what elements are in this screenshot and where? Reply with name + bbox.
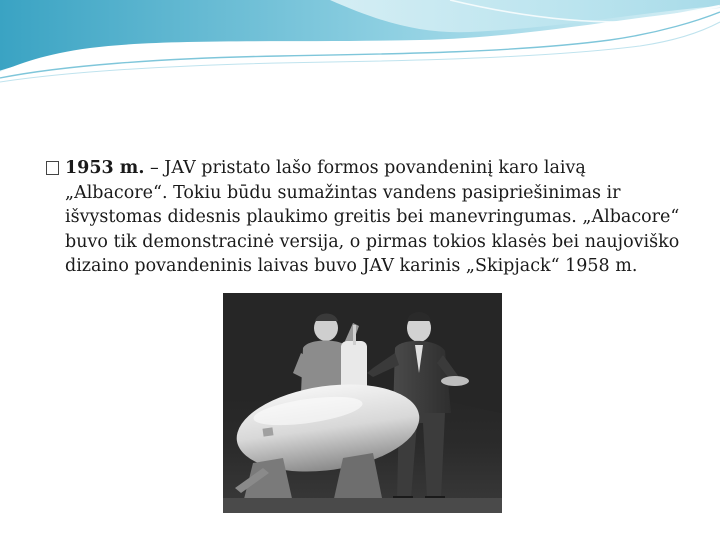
paragraph-text: – JAV pristato lašo formos povandeninį karo laivą „Albacore“. Tokiu būdu sumažintas vandens pasipriešinimas ir išvystomas didesnis plaukimo greitis bei manevringumas. „Albacore“ buvo tik demonstracinė versija, o pirmas tokios klasės bei naujoviško dizaino povandeninis laivas buvo JAV karinis „Skipjack“ 1958 m.: [65, 158, 680, 276]
submarine-model-photo: [223, 293, 502, 513]
paragraph: [46, 156, 686, 279]
year-label: 1953 m.: [65, 158, 145, 178]
square-bullet-icon: [46, 161, 59, 175]
header-wave-decoration: [0, 0, 720, 90]
bullet-paragraph: [46, 156, 686, 279]
